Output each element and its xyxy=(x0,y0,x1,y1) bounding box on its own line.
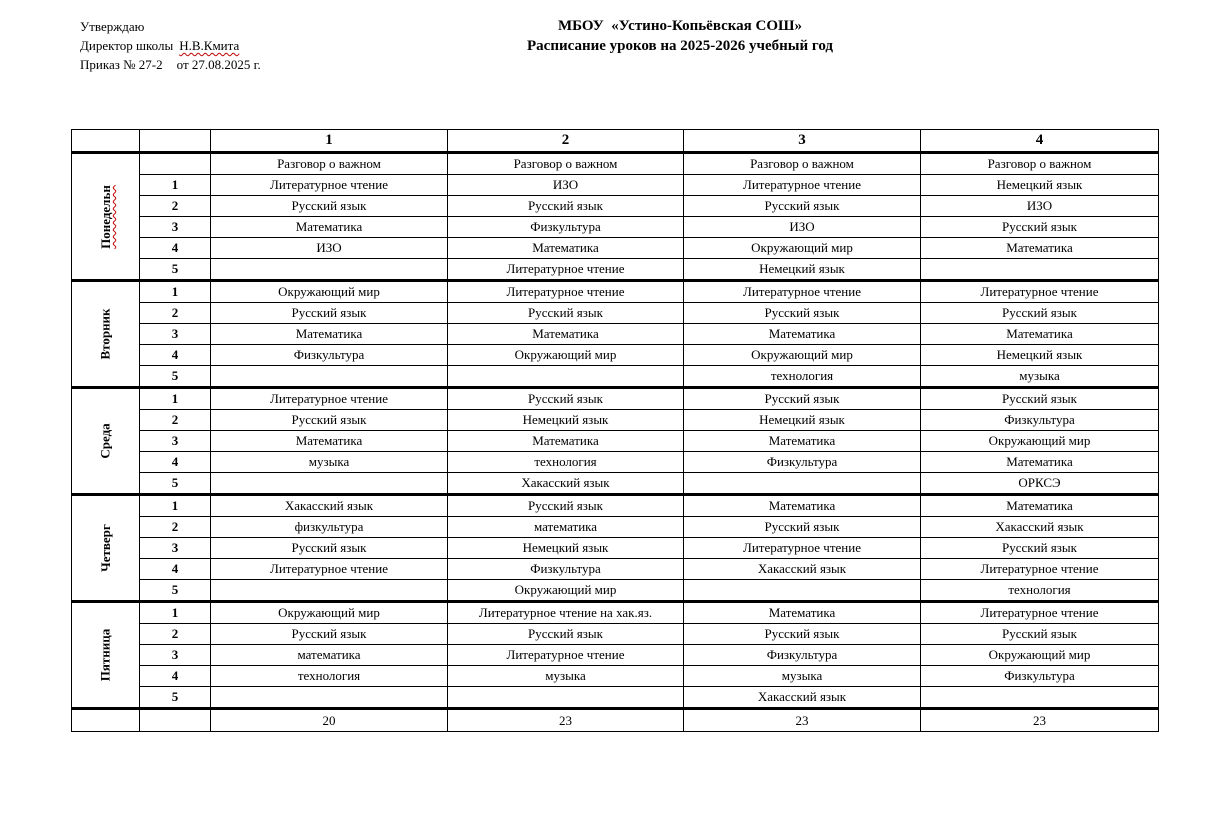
lesson-number: 3 xyxy=(140,538,211,559)
document-heading xyxy=(400,16,960,56)
lesson-cell xyxy=(921,259,1159,281)
lesson-cell: Физкультура xyxy=(921,410,1159,431)
lesson-row xyxy=(72,559,1159,580)
lesson-cell: Окружающий мир xyxy=(921,645,1159,666)
lesson-cell: Русский язык xyxy=(684,196,921,217)
lesson-cell: Немецкий язык xyxy=(921,175,1159,196)
lesson-cell: Математика xyxy=(921,238,1159,259)
page-title: Расписание уроков на 2025-2026 учебный год xyxy=(527,38,833,54)
schedule-table xyxy=(71,129,1159,732)
day-name-cell xyxy=(72,495,140,602)
lesson-cell: Окружающий мир xyxy=(211,281,448,303)
lesson-number: 2 xyxy=(140,196,211,217)
lesson-cell: Русский язык xyxy=(448,303,684,324)
lesson-cell: Литературное чтение xyxy=(921,602,1159,624)
lesson-cell: Окружающий мир xyxy=(921,431,1159,452)
lesson-cell: музыка xyxy=(448,666,684,687)
lesson-number xyxy=(140,153,211,175)
lesson-number: 2 xyxy=(140,410,211,431)
schedule-body xyxy=(72,153,1159,709)
lesson-number: 3 xyxy=(140,324,211,345)
approval-title: Утверждаю xyxy=(80,19,145,34)
lesson-cell: Хакасский язык xyxy=(684,559,921,580)
lesson-row xyxy=(72,538,1159,559)
total-count: 23 xyxy=(921,709,1159,732)
lesson-number: 5 xyxy=(140,259,211,281)
lesson-row xyxy=(72,324,1159,345)
lesson-cell: Хакасский язык xyxy=(921,517,1159,538)
lesson-cell: Немецкий язык xyxy=(448,410,684,431)
lesson-cell: Русский язык xyxy=(684,303,921,324)
day-name-cell xyxy=(72,602,140,709)
lesson-cell: музыка xyxy=(684,666,921,687)
lesson-cell: технология xyxy=(211,666,448,687)
lesson-cell: ИЗО xyxy=(684,217,921,238)
lesson-row xyxy=(72,196,1159,217)
lesson-number: 4 xyxy=(140,345,211,366)
lesson-cell: Физкультура xyxy=(684,645,921,666)
lesson-cell xyxy=(211,473,448,495)
lesson-cell: Русский язык xyxy=(921,538,1159,559)
day-name: Среда xyxy=(97,423,113,459)
lesson-cell: Разговор о важном xyxy=(211,153,448,175)
lesson-cell: Русский язык xyxy=(448,196,684,217)
lesson-number: 5 xyxy=(140,366,211,388)
lesson-cell: Разговор о важном xyxy=(684,153,921,175)
lesson-cell xyxy=(211,366,448,388)
lesson-cell: Русский язык xyxy=(921,624,1159,645)
lesson-cell: Русский язык xyxy=(211,303,448,324)
lesson-cell xyxy=(448,366,684,388)
lesson-cell: Окружающий мир xyxy=(448,580,684,602)
lesson-cell: Русский язык xyxy=(211,410,448,431)
day-name: Вторник xyxy=(97,308,113,360)
lesson-cell: Русский язык xyxy=(684,624,921,645)
director-line xyxy=(80,36,261,55)
lesson-cell: Литературное чтение xyxy=(448,259,684,281)
lesson-cell: Физкультура xyxy=(448,559,684,580)
lesson-row xyxy=(72,624,1159,645)
school-prefix: МБОУ xyxy=(557,18,604,34)
lesson-number: 5 xyxy=(140,687,211,709)
lesson-number: 5 xyxy=(140,580,211,602)
lesson-number: 4 xyxy=(140,238,211,259)
lesson-number: 2 xyxy=(140,517,211,538)
lesson-number: 1 xyxy=(140,495,211,517)
lesson-cell: Математика xyxy=(448,324,684,345)
lesson-row xyxy=(72,153,1159,175)
lesson-row xyxy=(72,259,1159,281)
lesson-cell: Русский язык xyxy=(448,624,684,645)
lesson-row xyxy=(72,602,1159,624)
lesson-cell: математика xyxy=(211,645,448,666)
lesson-row xyxy=(72,645,1159,666)
class-header: 2 xyxy=(448,130,684,153)
lesson-cell: Физкультура xyxy=(684,452,921,473)
order-number: Приказ № 27-2 xyxy=(80,57,163,72)
lesson-cell: Физкультура xyxy=(921,666,1159,687)
day-name: Понедельн xyxy=(97,184,113,249)
lesson-cell: Физкультура xyxy=(448,217,684,238)
lesson-cell xyxy=(684,473,921,495)
lesson-row xyxy=(72,687,1159,709)
lesson-cell: Окружающий мир xyxy=(448,345,684,366)
lesson-cell xyxy=(684,580,921,602)
lesson-cell: Математика xyxy=(921,452,1159,473)
lesson-cell: Математика xyxy=(448,238,684,259)
lesson-row xyxy=(72,580,1159,602)
lesson-cell: Русский язык xyxy=(448,495,684,517)
lesson-cell: Русский язык xyxy=(921,217,1159,238)
lesson-cell: Русский язык xyxy=(684,517,921,538)
lesson-cell: Литературное чтение xyxy=(211,559,448,580)
lesson-cell: Разговор о важном xyxy=(448,153,684,175)
lesson-cell: Литературное чтение xyxy=(211,175,448,196)
class-header: 1 xyxy=(211,130,448,153)
lesson-cell: Математика xyxy=(684,324,921,345)
lesson-row xyxy=(72,666,1159,687)
order-line xyxy=(80,55,261,74)
lesson-cell: Окружающий мир xyxy=(684,238,921,259)
day-name-cell xyxy=(72,281,140,388)
lesson-number: 5 xyxy=(140,473,211,495)
lesson-cell xyxy=(211,580,448,602)
lesson-cell: Литературное чтение xyxy=(684,175,921,196)
lesson-cell: Литературное чтение xyxy=(211,388,448,410)
lesson-row xyxy=(72,238,1159,259)
lesson-cell: Литературное чтение xyxy=(684,538,921,559)
lesson-cell: Немецкий язык xyxy=(448,538,684,559)
lesson-cell: Хакасский язык xyxy=(684,687,921,709)
lesson-cell: Математика xyxy=(921,324,1159,345)
lesson-cell xyxy=(211,687,448,709)
approval-block xyxy=(80,17,261,74)
lesson-number: 2 xyxy=(140,624,211,645)
lesson-cell: технология xyxy=(448,452,684,473)
lesson-cell: Математика xyxy=(921,495,1159,517)
lesson-cell: ОРКСЭ xyxy=(921,473,1159,495)
lesson-cell: музыка xyxy=(211,452,448,473)
lesson-cell: Математика xyxy=(211,324,448,345)
total-count: 23 xyxy=(684,709,921,732)
lesson-cell: технология xyxy=(921,580,1159,602)
day-name: Пятница xyxy=(97,628,113,682)
header-empty-cell xyxy=(140,130,211,153)
lesson-cell xyxy=(211,259,448,281)
lesson-cell xyxy=(921,687,1159,709)
lesson-row xyxy=(72,410,1159,431)
lesson-cell: Математика xyxy=(684,495,921,517)
lesson-cell: Математика xyxy=(684,602,921,624)
lesson-cell: Математика xyxy=(684,431,921,452)
lesson-row xyxy=(72,281,1159,303)
lesson-cell: Литературное чтение xyxy=(684,281,921,303)
lesson-cell: Литературное чтение на хак.яз. xyxy=(448,602,684,624)
lesson-cell: музыка xyxy=(921,366,1159,388)
lesson-cell: ИЗО xyxy=(211,238,448,259)
lesson-number: 3 xyxy=(140,431,211,452)
lesson-cell: Математика xyxy=(448,431,684,452)
lesson-cell: Математика xyxy=(211,217,448,238)
total-count: 23 xyxy=(448,709,684,732)
lesson-number: 4 xyxy=(140,559,211,580)
day-name-cell xyxy=(72,153,140,281)
lesson-cell: Немецкий язык xyxy=(921,345,1159,366)
total-count: 20 xyxy=(211,709,448,732)
header-empty-cell xyxy=(72,130,140,153)
lesson-cell: ИЗО xyxy=(921,196,1159,217)
lesson-cell: Русский язык xyxy=(448,388,684,410)
director-label: Директор школы xyxy=(80,38,174,53)
lesson-cell: Литературное чтение xyxy=(921,559,1159,580)
lesson-row xyxy=(72,366,1159,388)
lesson-row xyxy=(72,388,1159,410)
lesson-cell: Русский язык xyxy=(211,538,448,559)
totals-empty-cell xyxy=(140,709,211,732)
lesson-number: 1 xyxy=(140,175,211,196)
lesson-row xyxy=(72,431,1159,452)
class-header: 3 xyxy=(684,130,921,153)
lesson-row xyxy=(72,452,1159,473)
lesson-row xyxy=(72,345,1159,366)
lesson-cell: Литературное чтение xyxy=(448,645,684,666)
lesson-number: 3 xyxy=(140,217,211,238)
lesson-cell: Литературное чтение xyxy=(921,281,1159,303)
lesson-cell xyxy=(448,687,684,709)
lesson-number: 3 xyxy=(140,645,211,666)
lesson-number: 1 xyxy=(140,281,211,303)
lesson-cell: Хакасский язык xyxy=(211,495,448,517)
class-header: 4 xyxy=(921,130,1159,153)
school-name: «Устино-Копьёвская СОШ» xyxy=(611,18,803,34)
order-date: от 27.08.2025 г. xyxy=(176,57,261,72)
lesson-row xyxy=(72,517,1159,538)
lesson-cell: Окружающий мир xyxy=(684,345,921,366)
totals-row xyxy=(72,709,1159,732)
lesson-number: 1 xyxy=(140,388,211,410)
lesson-cell: ИЗО xyxy=(448,175,684,196)
school-name-line xyxy=(400,16,960,36)
lesson-cell: Разговор о важном xyxy=(921,153,1159,175)
lesson-cell: Русский язык xyxy=(211,624,448,645)
lesson-row xyxy=(72,473,1159,495)
lesson-cell: Русский язык xyxy=(684,388,921,410)
lesson-number: 4 xyxy=(140,452,211,473)
class-header-row xyxy=(72,130,1159,153)
lesson-row xyxy=(72,495,1159,517)
lesson-cell: физкультура xyxy=(211,517,448,538)
lesson-cell: Окружающий мир xyxy=(211,602,448,624)
lesson-number: 1 xyxy=(140,602,211,624)
lesson-cell: Математика xyxy=(211,431,448,452)
day-name-cell xyxy=(72,388,140,495)
lesson-cell: Немецкий язык xyxy=(684,259,921,281)
lesson-cell: Литературное чтение xyxy=(448,281,684,303)
lesson-cell: Хакасский язык xyxy=(448,473,684,495)
lesson-number: 2 xyxy=(140,303,211,324)
lesson-cell: Русский язык xyxy=(921,388,1159,410)
lesson-cell: математика xyxy=(448,517,684,538)
lesson-cell: технология xyxy=(684,366,921,388)
lesson-row xyxy=(72,175,1159,196)
lesson-number: 4 xyxy=(140,666,211,687)
director-name: Н.В.Кмита xyxy=(179,38,240,53)
lesson-cell: Физкультура xyxy=(211,345,448,366)
day-name: Четверг xyxy=(97,524,113,572)
lesson-cell: Русский язык xyxy=(211,196,448,217)
totals-empty-cell xyxy=(72,709,140,732)
lesson-cell: Русский язык xyxy=(921,303,1159,324)
lesson-row xyxy=(72,217,1159,238)
lesson-cell: Немецкий язык xyxy=(684,410,921,431)
lesson-row xyxy=(72,303,1159,324)
